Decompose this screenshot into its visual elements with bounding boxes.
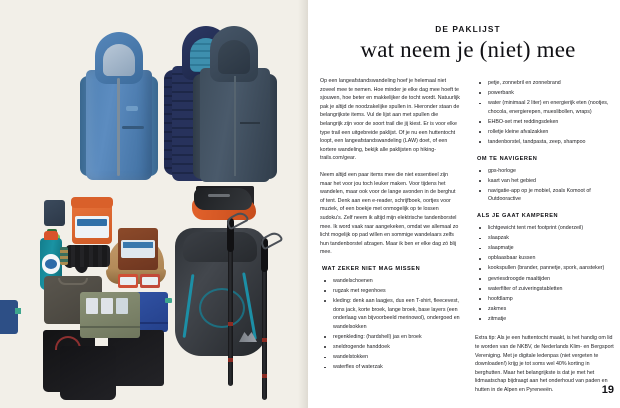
page-number: 19 (601, 384, 614, 396)
wallet (44, 200, 65, 226)
black-tshirt (108, 330, 164, 386)
gear-flatlay-photo-page (0, 0, 308, 408)
toiletry-pouch (80, 292, 140, 338)
list-item: waterfilter of zuiveringstabletten (477, 285, 616, 294)
list-item: navigatie-app op je mobiel, zoals Komoot of Outdooractive (477, 187, 616, 204)
list-item: kleding: denk aan laagjes, dus een T-shirt, fleecevest, dons jack, korte broek, lange broek, base layers (een onderlaag van bijvoorbeeld merinowol), ondergoed en wandelsokken (322, 297, 461, 331)
list-item: waterfles of waterzak (322, 363, 461, 372)
list-item: regenkleding: (hardshell) jas en broek (322, 333, 461, 342)
article-page (308, 0, 620, 408)
rolled-socks (66, 245, 110, 267)
energy-bars-second (140, 274, 160, 288)
list-item: lichtgewicht tent met footprint (onderzeil) (477, 224, 616, 233)
section-heading-camping: ALS JE GAAT KAMPEREN (477, 213, 559, 220)
list-item: zakmes (477, 305, 616, 314)
snack-bag (118, 228, 158, 270)
extra-tip-text: Extra tip: Als je een huttentocht maakt, is het handig om lid te worden van de NKBV, de Nederlands Klim- en Bergsport Vereniging. Met je digitale ledenpas (niet vergeten te downloaden!) krijg je tot soms wel 40% korting in berghutten. Maar het belangrijkste is dat je met het lidmaatschap bijdraagt aan het onderhoud van paden en hutten in de Alpen en Pyreneeën. (475, 335, 614, 394)
list-item: powerbank (477, 89, 616, 98)
list-item: EHBO-set met reddingsdeken (477, 118, 616, 127)
list-item: kaart van het gebied (477, 177, 616, 186)
article-columns (320, 77, 616, 403)
slate-softshell-jacket (194, 24, 276, 182)
list-item: rugzak met regenhoes (322, 287, 461, 296)
list-item: wandelstokken (322, 353, 461, 362)
intro-paragraph-2: Neem altijd een paar items mee die niet essentieel zijn maar het voor jou toch leuker maken. Voor tijdens het wandelen, maar ook voor de lange avonden in de berghut of tent. Denk aan een e-reader, schrijfboek, oortjes voor muziek, of een boekje met onmogelijk op te lossen sudoku's. Zelf neem ik altijd mijn elektrische tandenborstel mee. Ik word vaak raar aangekeken, omdat we allemaal zo licht mogelijk op pad willen en sommige wandelaars zelfs hun tandenborstel afzagen. Maar ik ben er elke dag zó blij mee. (320, 171, 459, 256)
list-item: rolletje kleine afvalzakken (477, 128, 616, 137)
article-column-left (320, 77, 461, 403)
blue-towel-secondary (0, 300, 18, 334)
list-item: wandelschoenen (322, 277, 461, 286)
hiking-backpack (175, 228, 267, 356)
trekking-pole-left (228, 218, 233, 386)
page-title: wat neem je (niet) mee (360, 37, 576, 62)
section-heading-navigation: OM TE NAVIGEREN (477, 155, 538, 162)
list-navigation (477, 167, 616, 204)
list-item: kookspullen (brander, pannetje, spork, aansteker) (477, 264, 616, 273)
list-item: gevriesdroogde maaltijden (477, 275, 616, 284)
list-item: opblaasbaar kussen (477, 254, 616, 263)
list-essentials-continued (477, 79, 616, 147)
trekking-pole-right (262, 238, 267, 400)
list-item: petje, zonnebril en zonnebrand (477, 79, 616, 88)
list-item: slaapzak (477, 234, 616, 243)
intro-paragraph-1: Op een langeafstandswandeling hoef je helemaal niet zoveel mee te nemen. Hoe minder je elke dag mee hoeft te sjouwen, hoe beter en makkelijker de tocht wordt. Natuurlijk pak je altijd de noodzakelijke spullen in. Hieronder staan de belangrijkste items. Vul de lijst aan met spullen die belangrijk zijn voor de soort trail die jij kiest. Er is voor elke type trail een uitgebreide paklijst. Of je nu een huttentocht loopt, een langeafstandswandeling (LAW) doet, of een kortere wandeling, bekijk alle paklijsten op hiking-trails.com/gear. (320, 78, 460, 162)
section-heading-essentials: WAT ZEKER NIET MAG MISSEN (322, 265, 421, 272)
black-skirt (60, 346, 116, 400)
list-item: zitmatje (477, 315, 616, 324)
article-kicker: DE PAKLIJST (435, 24, 501, 34)
article-header (320, 24, 616, 63)
list-item: slaapmatje (477, 244, 616, 253)
article-column-right (475, 77, 616, 403)
list-item: sneldrogende handdoek (322, 343, 461, 352)
orange-dry-bag (72, 202, 112, 244)
list-item: gps-horloge (477, 167, 616, 176)
list-item: hoofdlamp (477, 295, 616, 304)
list-camping (477, 224, 616, 323)
list-item: tandenborstel, tandpasta, zeep, shampoo (477, 138, 616, 147)
list-item: water (minimaal 2 liter) en energierijk eten (nootjes, chocola, energierepen, mueslibollen, wraps) (477, 99, 616, 116)
extra-tip-box (475, 334, 616, 394)
energy-bars (118, 274, 138, 288)
blue-rain-jacket (82, 30, 156, 180)
list-essentials (322, 277, 461, 372)
